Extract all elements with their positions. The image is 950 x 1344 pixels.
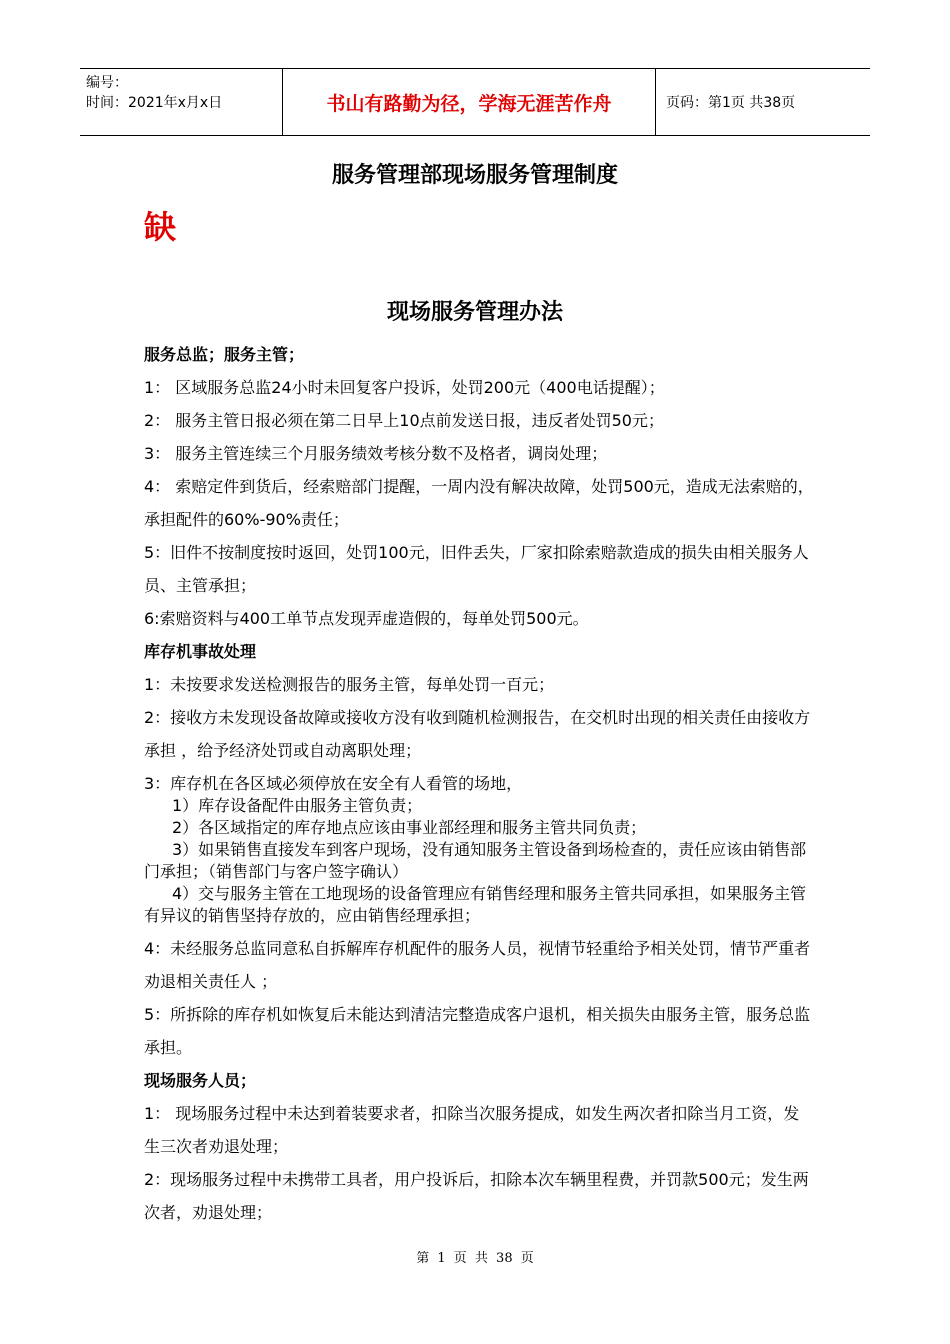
list-item: 2：接收方未发现设备故障或接收方没有收到随机检测报告，在交机时出现的相关责任由接收方承担 ，给予经济处罚或自动离职处理； xyxy=(144,708,811,760)
list-item: 5：旧件不按制度按时返回，处罚100元，旧件丢失，厂家扣除索赔款造成的损失由相关服务人员、主管承担； xyxy=(144,543,809,595)
list-item: 3： 服务主管连续三个月服务绩效考核分数不及格者，调岗处理； xyxy=(144,444,608,463)
document-body xyxy=(144,338,814,1229)
list-item: 1：未按要求发送检测报告的服务主管，每单处罚一百元； xyxy=(144,675,555,694)
section-heading: 现场服务人员； xyxy=(144,1071,257,1090)
sub-list-item: 2）各区域指定的库存地点应该由事业部经理和服务主管共同负责； xyxy=(172,818,647,837)
sub-list-item: 1）库存设备配件由服务主管负责； xyxy=(172,796,423,815)
list-item: 3：库存机在各区域必须停放在安全有人看管的场地， xyxy=(144,774,523,793)
list-item: 4： 索赔定件到货后，经索赔部门提醒，一周内没有解决故障，处罚500元，造成无法索赔的，承担配件的60%-90%责任； xyxy=(144,477,814,529)
page-footer: 第 1 页 共 38 页 xyxy=(416,1251,534,1266)
header-motto: 书山有路勤为径，学海无涯苦作舟 xyxy=(282,69,656,135)
missing-mark: 缺 xyxy=(144,208,177,246)
list-item: 5：所拆除的库存机如恢复后未能达到清洁完整造成客户退机，相关损失由服务主管，服务总监承担。 xyxy=(144,1005,811,1057)
list-item: 1： 区域服务总监24小时未回复客户投诉，处罚200元（400电话提醒）； xyxy=(144,378,665,397)
sub-list-item: 4）交与服务主管在工地现场的设备管理应有销售经理和服务主管共同承担，如果服务主管有异议的销售坚持存放的，应由销售经理承担； xyxy=(144,884,807,925)
list-item: 2： 服务主管日报必须在第二日早上10点前发送日报，违反者处罚50元； xyxy=(144,411,664,430)
number-label: 编号： xyxy=(86,75,128,91)
header-page-info: 页码：第1页 共38页 xyxy=(666,95,796,111)
section-heading: 服务总监；服务主管； xyxy=(144,345,305,364)
time-label: 时间：2021年x月x日 xyxy=(86,95,223,111)
section-title: 现场服务管理办法 xyxy=(386,300,563,325)
sub-list-item: 3）如果销售直接发车到客户现场，没有通知服务主管设备到场检查的，责任应该由销售部门承担；（销售部门与客户签字确认） xyxy=(144,840,807,881)
list-item: 2：现场服务过程中未携带工具者，用户投诉后，扣除本次车辆里程费，并罚款500元；发生两次者，劝退处理； xyxy=(144,1170,809,1222)
section-heading: 库存机事故处理 xyxy=(144,642,257,661)
list-item: 6:索赔资料与400工单节点发现弄虚造假的，每单处罚500元。 xyxy=(144,609,589,628)
list-item: 1： 现场服务过程中未达到着装要求者，扣除当次服务提成，如发生两次者扣除当月工资，发生三次者劝退处理； xyxy=(144,1104,800,1156)
document-title: 服务管理部现场服务管理制度 xyxy=(331,163,618,188)
list-item: 4：未经服务总监同意私自拆解库存机配件的服务人员，视情节轻重给予相关处罚，情节严重者劝退相关责任人 ； xyxy=(144,939,811,991)
page-header xyxy=(80,68,870,136)
header-meta xyxy=(80,69,282,135)
